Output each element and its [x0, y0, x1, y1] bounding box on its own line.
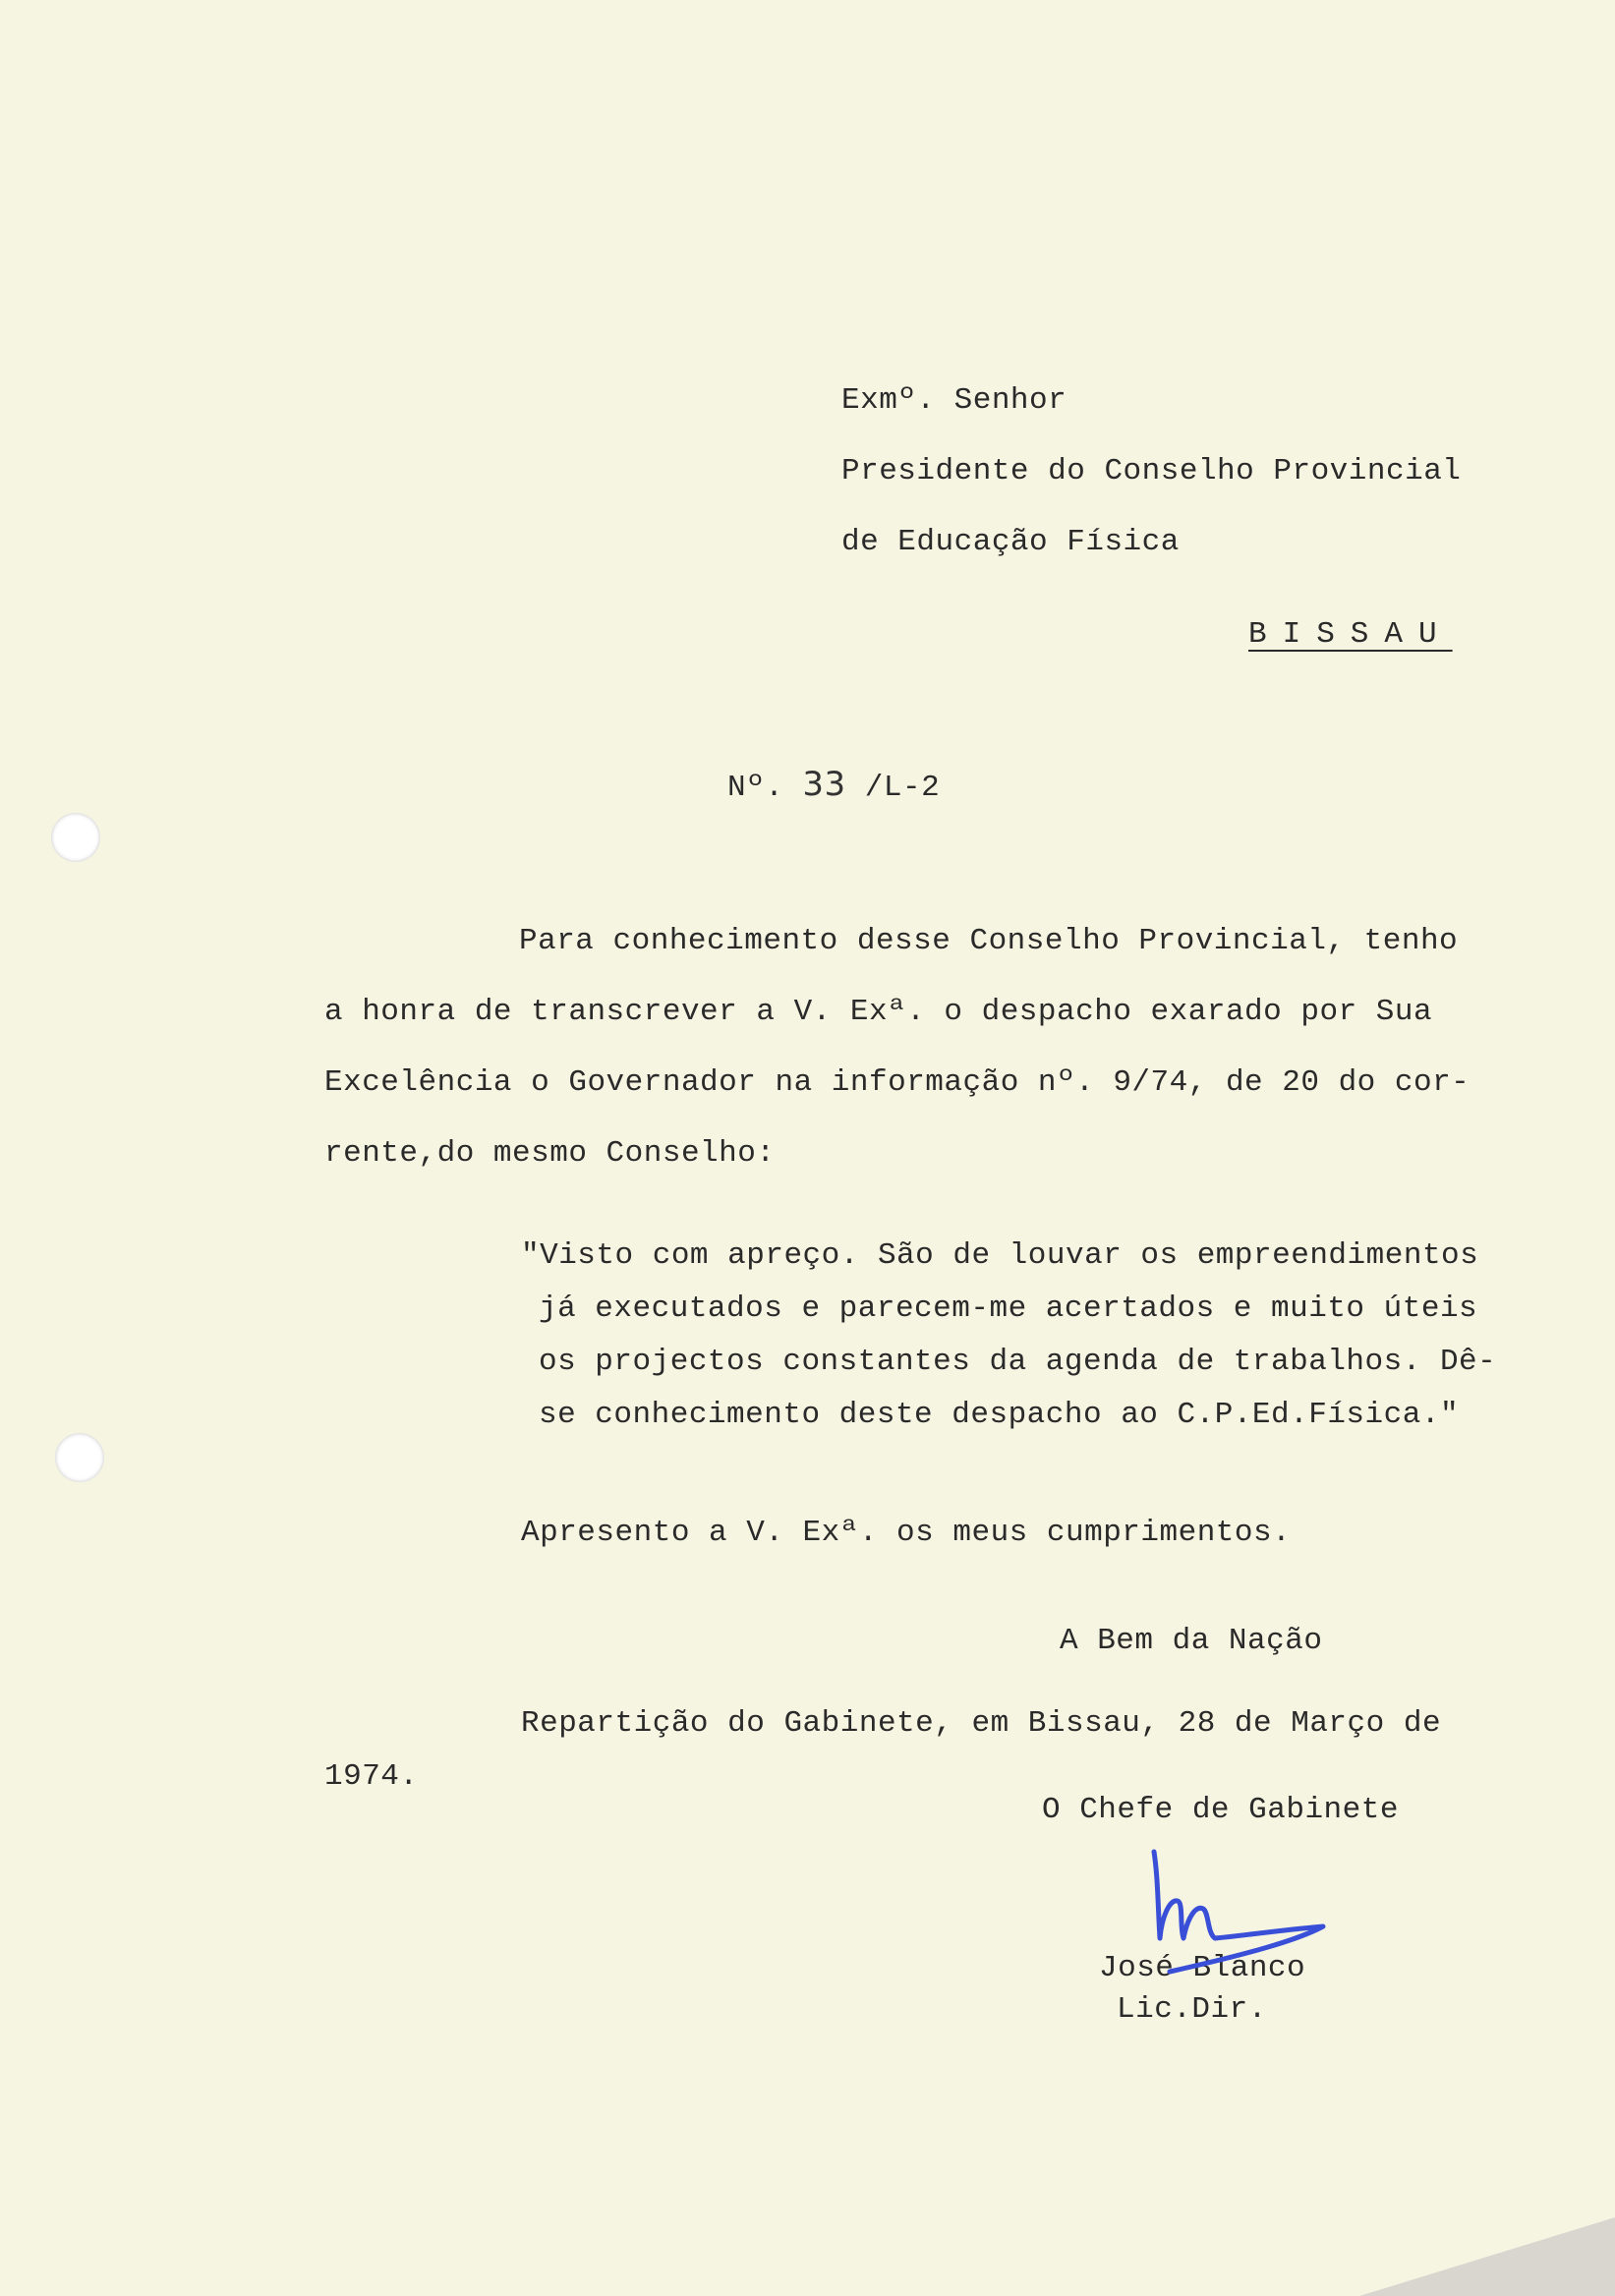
quote-line: "Visto com apreço. São de louvar os empreendimentos	[521, 1238, 1479, 1273]
signatory-credential: Lic.Dir.	[1117, 1992, 1267, 2027]
folded-corner	[1359, 2217, 1615, 2296]
closing-year: 1974.	[324, 1759, 419, 1794]
body-line: a honra de transcrever a V. Exª. o despacho exarado por Sua	[324, 995, 1433, 1029]
recipient-title-line2: de Educação Física	[841, 525, 1180, 559]
body-line: Para conhecimento desse Conselho Provincial, tenho	[519, 924, 1459, 958]
reference-handwritten-number: 33	[802, 765, 846, 804]
body-line: rente,do mesmo Conselho:	[324, 1136, 776, 1171]
reference-number	[727, 765, 940, 808]
reference-suffix: /L-2	[864, 771, 941, 805]
quote-line: se conhecimento deste despacho ao C.P.Ed.Física."	[539, 1398, 1460, 1432]
body-line: Excelência o Governador na informação nº. 9/74, de 20 do cor-	[324, 1065, 1471, 1100]
quote-line: já executados e parecem-me acertados e muito úteis	[539, 1292, 1478, 1326]
closing-motto: A Bem da Nação	[1060, 1624, 1323, 1658]
quote-line: os projectos constantes da agenda de trabalhos. Dê-	[539, 1345, 1497, 1379]
reference-prefix: Nº.	[727, 771, 784, 805]
signatory-name: José Blanco	[1099, 1951, 1306, 1985]
recipient-city: BISSAU	[1248, 617, 1453, 652]
signature-mark	[1130, 1848, 1337, 1985]
closing-office: O Chefe de Gabinete	[1042, 1793, 1399, 1827]
recipient-title-line1: Presidente do Conselho Provincial	[841, 454, 1462, 488]
punch-hole-top	[51, 813, 100, 862]
recipient-salutation: Exmº. Senhor	[841, 383, 1067, 418]
closing-place-date: Repartição do Gabinete, em Bissau, 28 de Março de	[521, 1706, 1442, 1741]
closing-compliments: Apresento a V. Exª. os meus cumprimentos.	[521, 1516, 1292, 1550]
punch-hole-bottom	[55, 1433, 104, 1482]
